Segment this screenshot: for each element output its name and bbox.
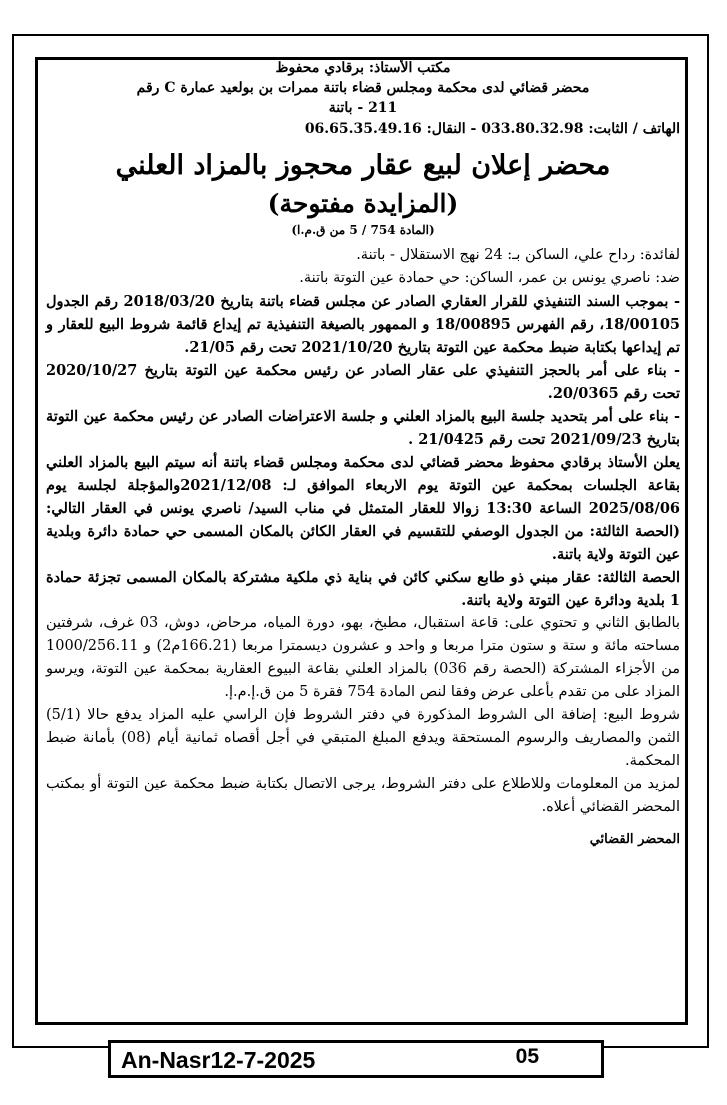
- executive-title-paragraph: - بموجب السند التنفيذي للقرار العقاري الصادر عن مجلس قضاء باتنة بتاريخ 2018/03/20 رقم الجدول 18/00105، رقم الفهرس 18/00895 و الممهور بالصيغة التنفيذية تم إيداع قائمة شروط البيع للعقار و تم إيداعها بكتابة ضبط محكمة عين التوتة بتاريخ 2021/10/20 تحت رقم 21/05.: [46, 293, 680, 356]
- signature-label: المحضر القضائي: [589, 832, 680, 847]
- beneficiary-line: لفائدة: رداح علي، الساكن بـ: 24 نهج الاستقلال - باتنة.: [356, 247, 680, 263]
- sale-announcement-paragraph: يعلن الأستاذ برقادي محفوظ محضر قضائي لدى محكمة ومجلس قضاء باتنة أنه سيتم البيع بالمزاد العلني بقاعة الجلسات بمحكمة عين التوتة يوم الاربعاء الموافق لـ: 2021/12/08والمؤجلة لجلسة يوم 2025/08/06 الساعة 13:30 زوالا للعقار المتمثل في مناب السيد/ ناصري يونس في العقار التالي: (الحصة الثالثة: من الجدول الوصفي للتقسيم في العقار الكائن بالمكان المسمى حي حمادة دائرة وبلدية عين التوتة ولاية باتنة.: [46, 454, 680, 563]
- office-address: محضر قضائي لدى محكمة ومجلس قضاء باتنة ممرات بن بولعيد عمارة C رقم: [136, 80, 590, 96]
- defendant-line: ضد: ناصري يونس بن عمر، الساكن: حي حمادة عين التوتة باتنة.: [299, 270, 680, 286]
- auction-date-order-paragraph: - بناء على أمر بتحديد جلسة البيع بالمزاد العلني و جلسة الاعتراضات الصادر عن رئيس محكمة عين التوتة بتاريخ 2021/09/23 تحت رقم 21/0425 .: [46, 408, 680, 448]
- office-phones: الهاتف / الثابت: 033.80.32.98 - النقال: 06.65.35.49.16: [304, 121, 680, 137]
- announcement-title: محضر إعلان لبيع عقار محجوز بالمزاد العلني: [115, 150, 611, 181]
- page-number: 05: [515, 1045, 539, 1068]
- property-lot-paragraph: الحصة الثالثة: عقار مبني ذو طابع سكني كائن في بناية ذي ملكية مشتركة بالمكان المسمى تجزئة حمادة 1 بلدية ودائرة عين التوتة ولاية باتنة.: [46, 569, 680, 609]
- contact-info-paragraph: لمزيد من المعلومات وللاطلاع على دفتر الشروط، يرجى الاتصال بكتابة ضبط محكمة عين التوتة أو بمكتب المحضر القضائي أعلاه.: [46, 776, 680, 815]
- footer-bar: [108, 1040, 604, 1078]
- office-name: مكتب الأستاذ: برقادي محفوظ: [275, 60, 451, 76]
- announcement-body: [46, 58, 680, 851]
- property-description-paragraph: بالطابق الثاني و تحتوي على: قاعة استقبال، مطبخ، بهو، دورة المياه، مرحاض، دوش، 03 غرف، شرفتين مساحته مائة و ستة و ستون مترا مربعا و واحد و عشرون ديسمترا مربعا (166.21م2) و 1000/256.11 من الأجزاء المشتركة (الحصة رقم 036) بالمزاد العلني بقاعة البيوع العقارية بمحكمة عين التوتة، ويرسو المزاد على من تقدم بأعلى عرض وفقا لنص المادة 754 فقرة 5 من ق.إ.م.إ.: [46, 615, 680, 700]
- seizure-order-paragraph: - بناء على أمر بالحجز التنفيذي على عقار الصادر عن رئيس محكمة عين التوتة بتاريخ 2020/10/27 تحت رقم 20/0365.: [46, 362, 680, 402]
- legal-article-note: (المادة 754 / 5 من ق.م.ا): [291, 223, 435, 237]
- sale-conditions-paragraph: شروط البيع: إضافة الى الشروط المذكورة في دفتر الشروط فإن الراسي عليه المزاد يدفع حالا (5/1) الثمن والمصاريف والرسوم المستحقة ويدفع المبلغ المتبقي في أجل أقصاه ثمانية أيام (08) بأمانة ضبط المحكمة.: [46, 707, 680, 769]
- announcement-subtitle: (المزايدة مفتوحة): [267, 189, 459, 218]
- publication-date: An-Nasr12-7-2025: [121, 1047, 316, 1073]
- office-address-city: 211 - باتنة: [328, 100, 398, 116]
